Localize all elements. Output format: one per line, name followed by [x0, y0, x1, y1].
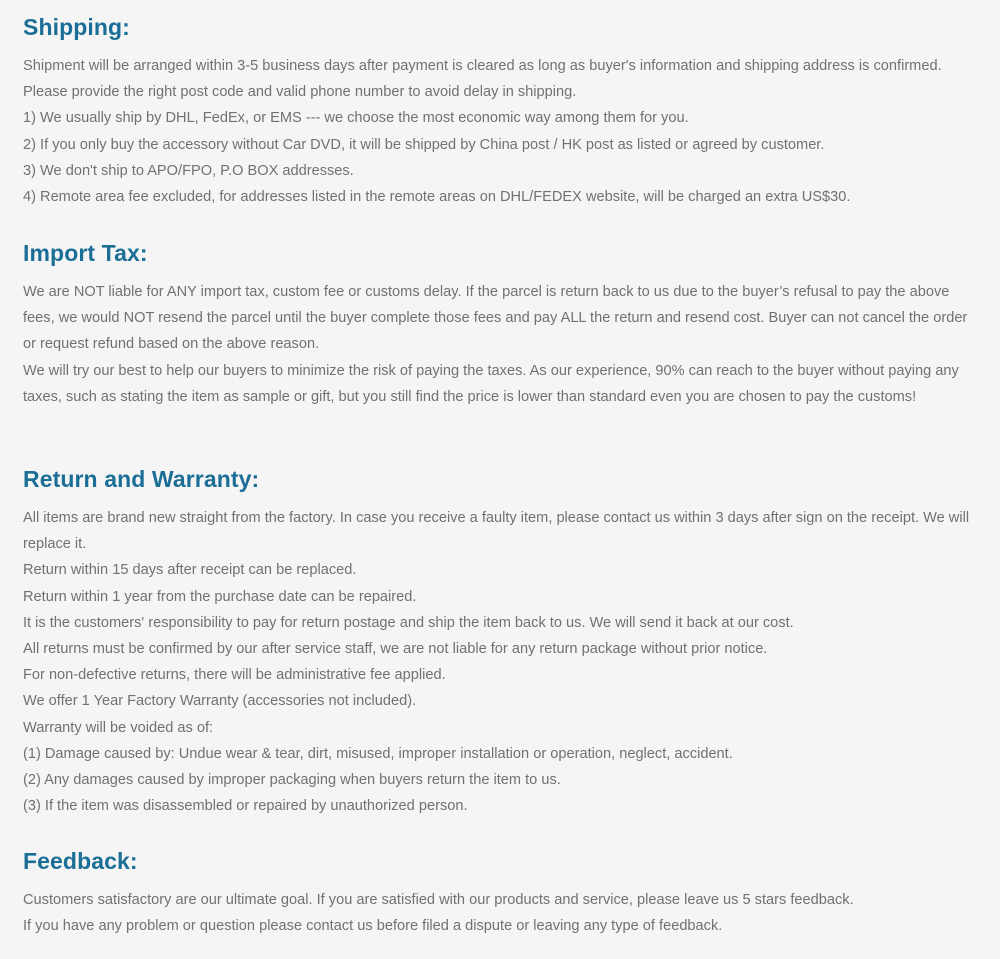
return-warranty-paragraph: Return within 15 days after receipt can be replaced. [23, 562, 357, 579]
shipping-section [23, 13, 980, 210]
feedback-body [23, 887, 980, 939]
return-warranty-paragraph: (2) Any damages caused by improper packaging when buyers return the item to us. [23, 772, 561, 789]
import-tax-body [23, 279, 980, 410]
shipping-paragraph: 1) We usually ship by DHL, FedEx, or EMS --- we choose the most economic way among them for you. [23, 110, 689, 127]
return-warranty-section [23, 465, 980, 819]
return-warranty-paragraph: Warranty will be voided as of: [23, 719, 214, 736]
feedback-section [23, 847, 980, 939]
return-warranty-paragraph: We offer 1 Year Factory Warranty (accessories not included). [23, 693, 417, 710]
shipping-body [23, 53, 980, 210]
return-warranty-paragraph: All items are brand new straight from the factory. In case you receive a faulty item, please contact us within 3 days after sign on the receipt. We will replace it. [23, 510, 970, 553]
import-tax-paragraph: We are NOT liable for ANY import tax, custom fee or customs delay. If the parcel is return back to us due to the buyer’s refusal to pay the above fees, we would NOT resend the parcel until the buyer complete those fees and pay ALL the return and resend cost. Buyer can not cancel the order or request refund based on the above reason. [23, 284, 968, 353]
shipping-paragraph: Shipment will be arranged within 3-5 business days after payment is cleared as long as buyer's information and shipping address is confirmed. Please provide the right post code and valid phone number to avoid delay in shipping. [23, 58, 942, 101]
feedback-paragraph: If you have any problem or question please contact us before filed a dispute or leaving any type of feedback. [23, 918, 723, 935]
feedback-heading: Feedback: [23, 848, 138, 874]
return-warranty-heading: Return and Warranty: [23, 466, 260, 492]
shipping-paragraph: 3) We don't ship to APO/FPO, P.O BOX addresses. [23, 162, 354, 179]
return-warranty-paragraph: Return within 1 year from the purchase date can be repaired. [23, 588, 417, 605]
shipping-paragraph: 4) Remote area fee excluded, for addresses listed in the remote areas on DHL/FEDEX website, will be charged an extra US$30. [23, 189, 851, 206]
return-warranty-paragraph: (3) If the item was disassembled or repaired by unauthorized person. [23, 798, 468, 815]
shipping-paragraph: 2) If you only buy the accessory without Car DVD, it will be shipped by China post / HK post as listed or agreed by customer. [23, 136, 825, 153]
return-warranty-body [23, 505, 980, 819]
return-warranty-paragraph: (1) Damage caused by: Undue wear & tear, dirt, misused, improper installation or operation, neglect, accident. [23, 745, 733, 762]
import-tax-paragraph: We will try our best to help our buyers to minimize the risk of paying the taxes. As our experience, 90% can reach to the buyer without paying any taxes, such as stating the item as sample or gift, but you still find the price is lower than standard even you are chosen to pay the customs! [23, 362, 959, 405]
shipping-heading: Shipping: [23, 14, 130, 40]
import-tax-section [23, 239, 980, 410]
return-warranty-paragraph: All returns must be confirmed by our after service staff, we are not liable for any return package without prior notice. [23, 641, 768, 658]
return-warranty-paragraph: It is the customers' responsibility to pay for return postage and ship the item back to us. We will send it back at our cost. [23, 614, 794, 631]
feedback-paragraph: Customers satisfactory are our ultimate goal. If you are satisfied with our products and service, please leave us 5 stars feedback. [23, 892, 854, 908]
return-warranty-paragraph: For non-defective returns, there will be administrative fee applied. [23, 667, 446, 684]
import-tax-heading: Import Tax: [23, 240, 148, 266]
